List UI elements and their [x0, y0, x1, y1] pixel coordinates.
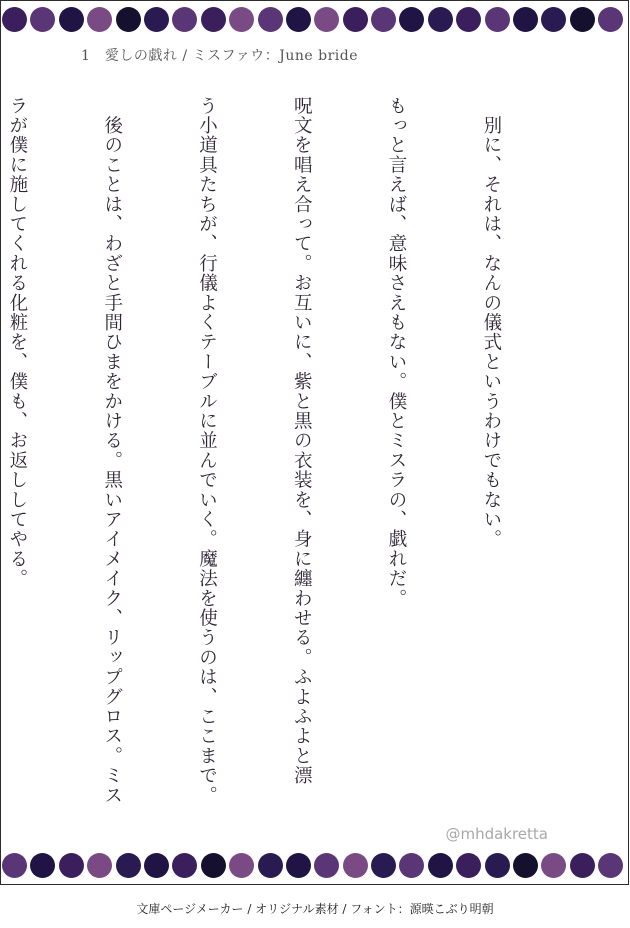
decorative-dot	[144, 853, 169, 878]
decorative-dot	[399, 7, 424, 32]
decorative-dot	[371, 7, 396, 32]
decorative-dot	[314, 853, 339, 878]
decorative-dot	[2, 853, 27, 878]
decorative-dot	[456, 7, 481, 32]
decorative-dot	[598, 7, 623, 32]
body-line: ラが僕に施してくれる化粧を、僕も、お返ししてやる。	[6, 96, 28, 589]
decorative-dot	[59, 853, 84, 878]
decorative-dot	[229, 853, 254, 878]
decorative-dot	[258, 7, 283, 32]
author-handle: @mhdakretta	[445, 825, 548, 843]
decorative-dot	[229, 7, 254, 32]
decorative-dot	[30, 7, 55, 32]
decorative-dot	[314, 7, 339, 32]
decorative-dot	[541, 7, 566, 32]
decorative-dot	[30, 853, 55, 878]
bottom-dot-border	[2, 853, 623, 878]
decorative-dot	[286, 853, 311, 878]
credits-footer: 文庫ページメーカー / オリジナル素材 / フォント：源暎こぶり明朝	[136, 902, 494, 916]
decorative-dot	[116, 7, 141, 32]
decorative-dot	[258, 853, 283, 878]
decorative-dot	[343, 7, 368, 32]
decorative-dot	[87, 7, 112, 32]
body-line: 後のことは、わざと手間ひまをかける。黒いアイメイク、リップグロス。ミス	[101, 96, 123, 806]
decorative-dot	[485, 7, 510, 32]
body-line: 別に、それは、なんの儀式というわけでもない。	[480, 96, 502, 550]
vertical-body-text	[0, 96, 570, 811]
decorative-dot	[570, 7, 595, 32]
decorative-dot	[201, 7, 226, 32]
decorative-dot	[428, 7, 453, 32]
decorative-dot	[598, 853, 623, 878]
decorative-dot	[541, 853, 566, 878]
decorative-dot	[87, 853, 112, 878]
decorative-dot	[172, 853, 197, 878]
decorative-dot	[59, 7, 84, 32]
decorative-dot	[428, 853, 453, 878]
decorative-dot	[201, 853, 226, 878]
body-line: もっと言えば、意味さえもない。僕とミスラの、戯れだ。	[386, 96, 408, 609]
decorative-dot	[485, 853, 510, 878]
decorative-dot	[513, 7, 538, 32]
decorative-dot	[286, 7, 311, 32]
decorative-dot	[172, 7, 197, 32]
top-dot-border	[2, 7, 623, 32]
decorative-dot	[513, 853, 538, 878]
decorative-dot	[399, 853, 424, 878]
body-line: う小道具たちが、行儀よくテーブルに並んでいく。魔法を使うのは、ここまで。	[196, 96, 218, 806]
decorative-dot	[343, 853, 368, 878]
decorative-dot	[116, 853, 141, 878]
decorative-dot	[456, 853, 481, 878]
page-header: 1 愛しの戯れ / ミスファウ：June bride	[81, 48, 359, 64]
decorative-dot	[2, 7, 27, 32]
decorative-dot	[371, 853, 396, 878]
decorative-dot	[570, 853, 595, 878]
decorative-dot	[144, 7, 169, 32]
body-line: 呪文を唱え合って。お互いに、紫と黒の衣装を、身に纏わせる。ふよふよと漂	[291, 96, 313, 786]
